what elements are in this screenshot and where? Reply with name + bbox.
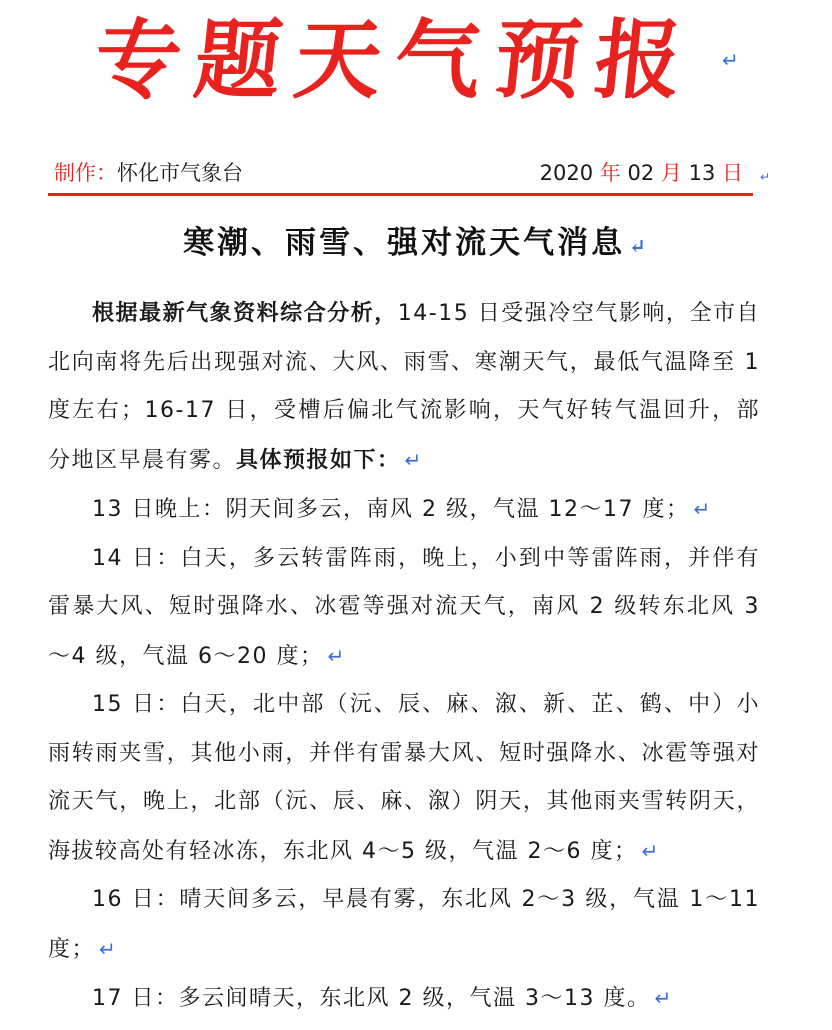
maker-name: 怀化市气象台 (117, 161, 243, 185)
forecast-text: 16 日：晴天间多云，早晨有雾，东北风 2～3 级，气温 1～11 度； (48, 887, 760, 962)
date-year: 2020 (539, 161, 594, 185)
forecast-paragraph (48, 681, 760, 876)
issue-date (540, 156, 743, 190)
headline-text: 寒潮、雨雪、强对流天气消息 (183, 225, 626, 261)
paragraph-mark-icon: ↵ (693, 497, 712, 521)
paragraph-mark-icon: ↵ (404, 447, 423, 472)
intro-tail: 具体预报如下： (236, 447, 401, 473)
forecast-text: 13 日晚上：阴天间多云，南风 2 级，气温 12～17 度； (92, 497, 690, 522)
forecast-paragraph (48, 485, 760, 535)
date-day: 13 (688, 161, 716, 185)
paragraph-mark-icon: ↵ (641, 838, 660, 863)
paragraph-mark-icon: ↵ (722, 48, 739, 72)
intro-lead: 根据最新气象资料综合分析， (92, 301, 398, 326)
forecast-text: 17 日：多云间晴天，东北风 2 级，气温 3～13 度。 (92, 986, 651, 1011)
masthead-title: 专题天气预报 (89, 10, 701, 111)
paragraph-mark-icon: ↵ (327, 643, 346, 668)
headline (0, 220, 832, 269)
byline (48, 156, 771, 190)
date-month: 02 (627, 161, 655, 185)
masthead (0, 8, 832, 118)
maker-line (54, 156, 243, 190)
date-year-unit: 年 (599, 161, 621, 185)
forecast-body (48, 290, 760, 1024)
paragraph-mark-icon: ↵ (99, 936, 118, 961)
paragraph-mark-icon: ↵ (760, 170, 771, 184)
forecast-paragraph (48, 535, 760, 682)
intro-middle: 14-15 日受强冷空气影响，全市自北向南将先后出现强对流、大风、雨雪、寒潮天气，最低气温降至 1 度左右；16-17 日，受槽后偏北气流影响，天气好转气温回升，部分地区早晨有雾。 (48, 301, 760, 473)
maker-label: 制作： (54, 161, 117, 185)
forecast-text: 15 日：白天，北中部（沅、辰、麻、溆、新、芷、鹤、中）小雨转雨夹雪，其他小雨，并伴有雷暴大风、短时强降水、冰雹等强对流天气，晚上，北部（沅、辰、麻、溆）阴天，其他雨夹雪转阴天，海拔较高处有轻冰冻，东北风 4～5 级，气温 2～6 度； (48, 692, 760, 864)
date-month-unit: 月 (660, 161, 682, 185)
intro-paragraph (48, 290, 760, 485)
date-day-unit: 日 (722, 161, 743, 185)
forecast-paragraph (48, 974, 760, 1024)
forecast-paragraph (48, 876, 760, 974)
paragraph-mark-icon: ↵ (654, 986, 673, 1010)
forecast-text: 14 日：白天，多云转雷阵雨，晚上，小到中等雷阵雨，并伴有雷暴大风、短时强降水、冰雹等强对流天气，南风 2 级转东北风 3～4 级，气温 6～20 度； (48, 545, 760, 669)
paragraph-mark-icon: ↵ (629, 234, 649, 258)
red-divider (48, 193, 753, 196)
